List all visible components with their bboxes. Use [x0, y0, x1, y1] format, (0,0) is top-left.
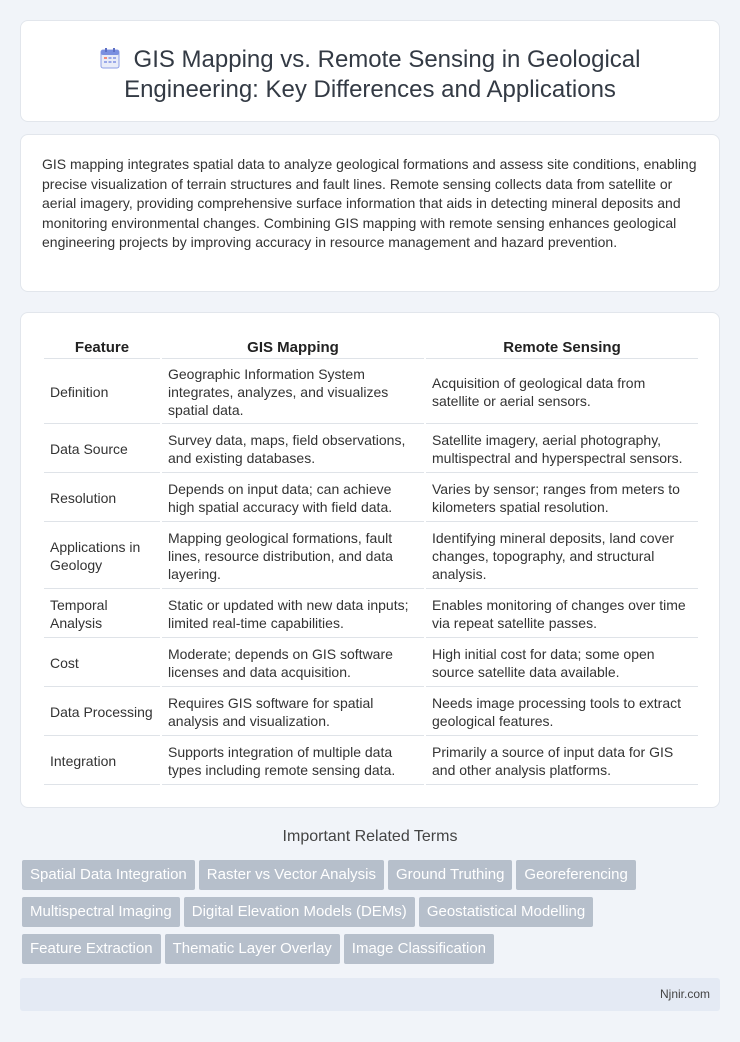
title-card — [20, 20, 720, 122]
intro-card — [20, 134, 720, 292]
comparison-table — [42, 333, 700, 787]
term-tag[interactable]: Feature Extraction — [22, 934, 161, 964]
header-feature: Feature — [44, 335, 160, 359]
term-tag[interactable]: Digital Elevation Models (DEMs) — [184, 897, 415, 927]
feature-cell: Data Processing — [44, 689, 160, 736]
term-tag[interactable]: Geostatistical Modelling — [419, 897, 593, 927]
table-row — [44, 426, 698, 473]
gis-cell: Geographic Information System integrates, analyzes, and visualizes spatial data. — [162, 361, 424, 424]
term-tag[interactable]: Georeferencing — [516, 860, 635, 890]
gis-cell: Depends on input data; can achieve high spatial accuracy with field data. — [162, 475, 424, 522]
table-row — [44, 689, 698, 736]
term-tag[interactable]: Thematic Layer Overlay — [165, 934, 340, 964]
comparison-card — [20, 312, 720, 808]
header-gis-mapping: GIS Mapping — [162, 335, 424, 359]
remote-sensing-cell: Identifying mineral deposits, land cover changes, topography, and structural analysis. — [426, 524, 698, 589]
remote-sensing-cell: High initial cost for data; some open source satellite data available. — [426, 640, 698, 687]
table-row — [44, 738, 698, 785]
calendar-icon — [100, 47, 120, 69]
footer-site-name[interactable]: Njnir.com — [659, 987, 710, 1001]
gis-cell: Survey data, maps, field observations, and existing databases. — [162, 426, 424, 473]
intro-paragraph: GIS mapping integrates spatial data to analyze geological formations and assess site conditions, enabling precise visualization of terrain structures and fault lines. Remote sensing collects data from satellite or aerial imagery, providing comprehensive surface information that aids in detecting mineral deposits and monitoring environmental changes. Combining GIS mapping with remote sensing enhances geological engineering projects by improving accuracy in resource management and hazard prevention. — [42, 156, 697, 251]
gis-cell: Moderate; depends on GIS software licenses and data acquisition. — [162, 640, 424, 687]
table-row — [44, 640, 698, 687]
page-title — [21, 45, 719, 105]
feature-cell: Cost — [44, 640, 160, 687]
table-row — [44, 361, 698, 424]
feature-cell: Integration — [44, 738, 160, 785]
table-header-row — [44, 335, 698, 359]
related-terms-list — [22, 860, 722, 971]
footer — [20, 978, 720, 1011]
gis-cell: Mapping geological formations, fault lines, resource distribution, and data layering. — [162, 524, 424, 589]
related-terms-heading: Important Related Terms — [282, 828, 458, 845]
header-remote-sensing: Remote Sensing — [426, 335, 698, 359]
remote-sensing-cell: Acquisition of geological data from satellite or aerial sensors. — [426, 361, 698, 424]
page-title-text: GIS Mapping vs. Remote Sensing in Geological Engineering: Key Differences and Applications — [124, 46, 641, 103]
table-row — [44, 524, 698, 589]
term-tag[interactable]: Raster vs Vector Analysis — [199, 860, 384, 890]
feature-cell: Applications in Geology — [44, 524, 160, 589]
gis-cell: Supports integration of multiple data types including remote sensing data. — [162, 738, 424, 785]
gis-cell: Static or updated with new data inputs; limited real-time capabilities. — [162, 591, 424, 638]
feature-cell: Temporal Analysis — [44, 591, 160, 638]
term-tag[interactable]: Ground Truthing — [388, 860, 512, 890]
feature-cell: Definition — [44, 361, 160, 424]
term-tag[interactable]: Multispectral Imaging — [22, 897, 180, 927]
remote-sensing-cell: Enables monitoring of changes over time via repeat satellite passes. — [426, 591, 698, 638]
remote-sensing-cell: Primarily a source of input data for GIS and other analysis platforms. — [426, 738, 698, 785]
remote-sensing-cell: Varies by sensor; ranges from meters to kilometers spatial resolution. — [426, 475, 698, 522]
remote-sensing-cell: Satellite imagery, aerial photography, multispectral and hyperspectral sensors. — [426, 426, 698, 473]
table-row — [44, 475, 698, 522]
remote-sensing-cell: Needs image processing tools to extract geological features. — [426, 689, 698, 736]
gis-cell: Requires GIS software for spatial analysis and visualization. — [162, 689, 424, 736]
term-tag[interactable]: Image Classification — [344, 934, 494, 964]
feature-cell: Data Source — [44, 426, 160, 473]
table-row — [44, 591, 698, 638]
term-tag[interactable]: Spatial Data Integration — [22, 860, 195, 890]
feature-cell: Resolution — [44, 475, 160, 522]
